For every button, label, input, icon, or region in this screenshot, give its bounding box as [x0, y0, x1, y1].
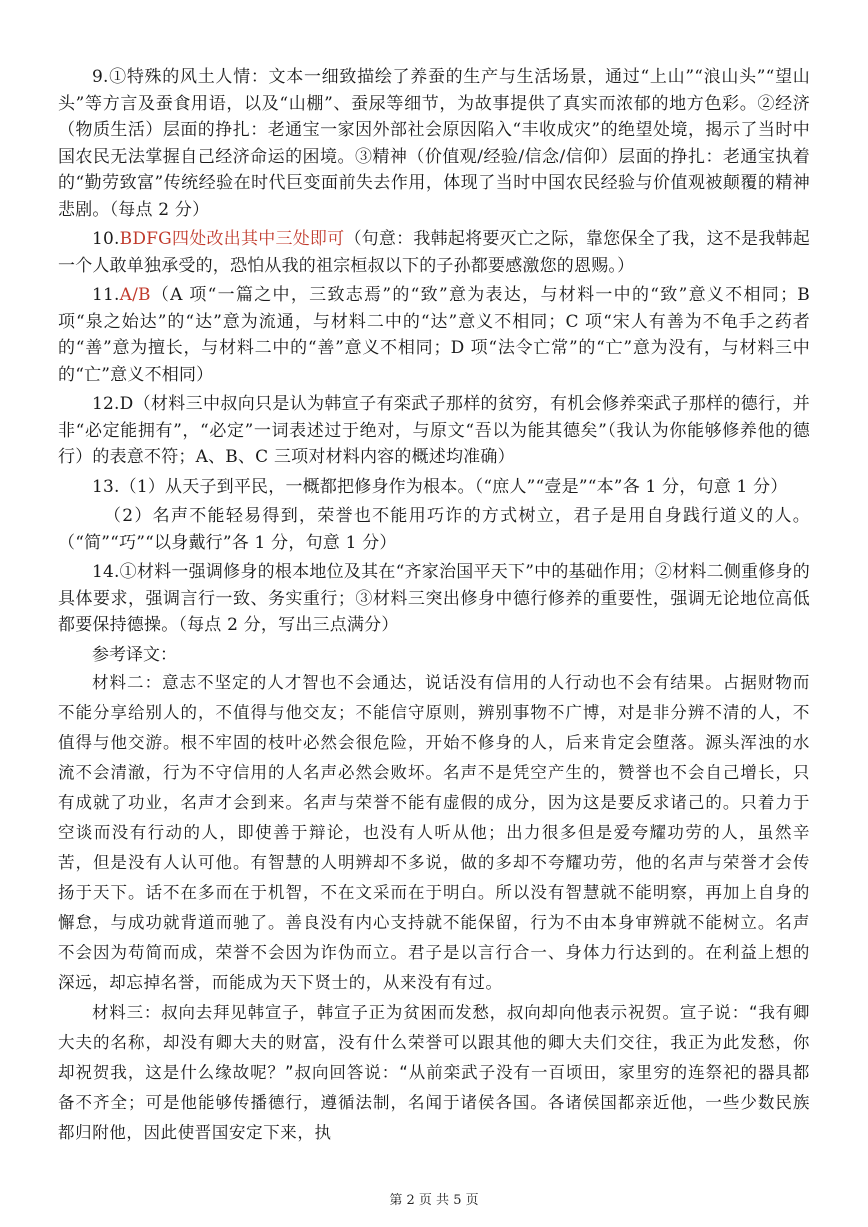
- answer-q11: [58, 282, 810, 388]
- answer-q11-explanation: （A 项“一篇之中，三致志焉”的“致”意为表达，与材料一中的“致”意义不相同；B 项“泉之始达”的“达”意为流通，与材料二中的“达”意义不相同；C 项“宋人有善为不龟手之药者的“善”意为擅长，与材料二中的“善”意义不相同；D 项“法令亡常”的“亡”意为没有，与材料三中的“亡”意义不相同）: [58, 285, 810, 385]
- answer-q10-explanation: （句意：我韩起将要灭亡之际，靠您保全了我，这不是我韩起一个人敢单独承受的，恐怕从我的祖宗桓叔以下的子孙都要感激您的恩赐。）: [58, 229, 810, 276]
- answer-q12: 12.D（材料三中叔向只是认为韩宣子有栾武子那样的贫穷，有机会修养栾武子那样的德行，并非“必定能拥有”，“必定”一词表述过于绝对，与原文“吾以为能其德矣”（我认为你能够修养他的德行）的表意不符；A、B、C 三项对材料内容的概述均准确）: [58, 394, 810, 467]
- answer-q13-part1: 13.（1）从天子到平民，一概都把修身作为根本。（“庶人”“壹是”“本”各 1 分，句意 1 分）: [92, 476, 788, 497]
- answer-q11-number: 11.: [92, 285, 120, 305]
- answer-q11-key: A/B: [119, 285, 151, 305]
- answer-q14: 14.①材料一强调修身的根本地位及其在“齐家治国平天下”中的基础作用；②材料二侧重修身的具体要求，强调言行一致、务实重行；③材料三突出修身中德行修养的重要性，强调无论地位高低都要保持德操。（每点 2 分，写出三点满分）: [58, 562, 810, 635]
- translation-material-2: 材料二：意志不坚定的人才智也不会通达，说话没有信用的人行动也不会有结果。占据财物而不能分享给别人的，不值得与他交友；不能信守原则，辨别事物不广博，对是非分辨不清的人，不值得与他交游。根不牢固的枝叶必然会很危险，开始不修身的人，后来肯定会堕落。源头浑浊的水流不会清澈，行为不守信用的人名声必然会败坏。名声不是凭空产生的，赞誉也不会自己增长，只有成就了功业，名声才会到来。名声与荣誉不能有虚假的成分，因为这是要反求诸己的。只着力于空谈而没有行动的人，即使善于辩论，也没有人听从他；出力很多但是爱夸耀功劳的人，虽然辛苦，但是没有人认可他。有智慧的人明辨却不多说，做的多却不夸耀功劳，他的名声与荣誉才会传扬于天下。话不在多而在于机智，不在文采而在于明白。所以没有智慧就不能明察，再加上自身的懈怠，与成功就背道而驰了。善良没有内心支持就不能保留，行为不由本身审辨就不能树立。名声不会因为苟简而成，荣誉不会因为诈伪而立。君子是以言行合一、身体力行达到的。在利益上想的深远，却忘掉名誉，而能成为天下贤士的，从来没有有过。: [58, 672, 810, 992]
- answer-q10: [58, 226, 810, 279]
- translation-heading: 参考译文：: [92, 644, 177, 665]
- answer-q9: 9.①特殊的风土人情：文本一细致描绘了养蚕的生产与生活场景，通过“上山”“浪山头”“望山头”等方言及蚕食用语，以及“山棚”、蚕尿等细节，为故事提供了真实而浓郁的地方色彩。②经济（物质生活）层面的挣扎：老通宝一家因外部社会原因陷入“丰收成灾”的绝望处境，揭示了当时中国农民无法掌握自己经济命运的困境。③精神（价值观/经验/信念/信仰）层面的挣扎：老通宝执着的“勤劳致富”传统经验在时代巨变面前失去作用，体现了当时中国农民经验与价值观被颠覆的精神悲剧。（每点 2 分）: [58, 67, 810, 220]
- document-page: [58, 64, 810, 1148]
- answer-q13-part2: （2）名声不能轻易得到，荣誉也不能用巧诈的方式树立，君子是用自身践行道义的人。（“简”“巧”“以身戴行”各 1 分，句意 1 分）: [58, 506, 810, 553]
- translation-material-3: 材料三：叔向去拜见韩宣子，韩宣子正为贫困而发愁，叔向却向他表示祝贺。宣子说：“我有卿大夫的名称，却没有卿大夫的财富，没有什么荣誉可以跟其他的卿大夫们交往，我正为此发愁，你却祝贺我，这是什么缘故呢？”叔向回答说：“从前栾武子没有一百顷田，家里穷的连祭祀的器具都备不齐全；可是他能够传播德行，遵循法制，名闻于诸侯各国。各诸侯国都亲近他，一些少数民族都归附他，因此使晋国安定下来，执: [58, 1002, 810, 1142]
- page-footer: 第 2 页 共 5 页: [389, 1193, 479, 1208]
- answer-q10-number: 10.: [92, 229, 120, 249]
- answer-q10-key: BDFG四处改出其中三处即可: [119, 229, 345, 249]
